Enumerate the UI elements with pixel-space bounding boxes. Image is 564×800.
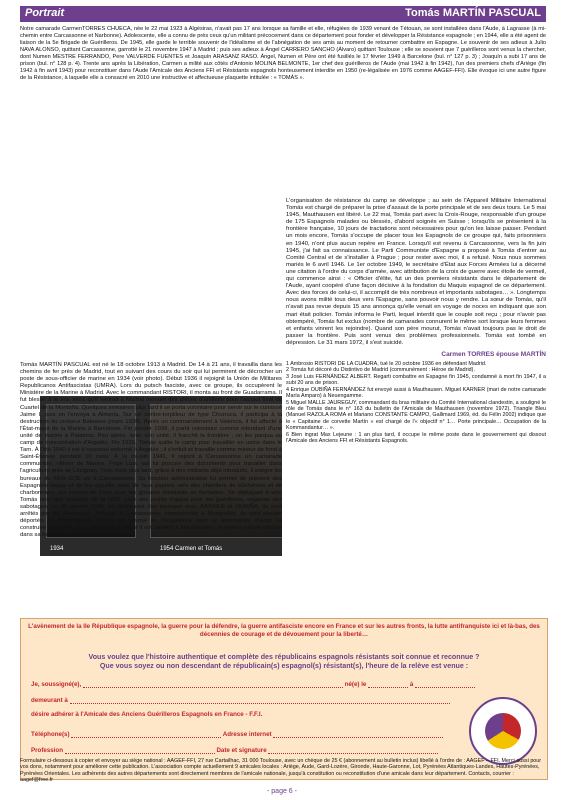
page-title: Tomás MARTÍN PASCUAL [405,7,541,19]
footnote: 2 Tomás fut décoré du Distintivo de Madrid (communément : Héroe de Madrid). [286,367,475,374]
footnote: 5 Miguel MALLE JAUREGUY, commandant du bras militaire du Comité International clandestin, a souligné le rôle de Tomás dans le n° 163 du bulletin de l'Amicale de Mauthausen (novembre 1972). Triangle Bleu (Manuel RAZOLA ROMA et Mariano CONSTANTE CAMPO, Gallimard 1969, éd. du Félin 2002) indique que le « Capitaine de corvette Martín » est chargé de l'« objectif n° 1… Porte principale… Occupation de la Kommandantur… ». [286,399,546,432]
photo-caption-left: 1934 [50,545,64,552]
section-label: Portrait [25,7,65,19]
photo-caption-right: 1954 Carmen et Tomás [160,545,223,552]
page-header [20,6,546,22]
aagef-logo [469,697,537,765]
footnotes [286,361,546,444]
intro-paragraph: Notre camarade CarmenTORRES CHUECA, née le 22 mai 1923 à Algésiras, n'avait pas 17 ans lorsque sa famille et elle, réfugiées de 1939 venant de Tétouan, se sont installées dans l'Aude, à Lagrasse (à mi-chemin entre Carcassonne et Narbonne). Adolescente, elle a connu de près ceux qu'un militant précocement dans ce département pour fonder et développer la Résistance espagnole ; en 1944, elle a été agent de liaison de la 5e Brigade de Guérilleros. De 1945, elle garde le terrible souvenir de l'idéalisme et de l'abnégation de ses amis au moment de retourner combattre en Espagne. Le souvenir de ses adieux à Julio NAVA ALONSO, quittant Carcassonne, garrotté le 21 novembre 1947 à Madrid ; puis ses adieux à Ángel CARRERO SANCHO (Álvaro) quittant Toulouse ; elle se souvient que 7 guérilleros sont venus la chercher, dont Numen MESTRE FERRANDO, Pere VALVERDE FUENTES et Joaquín ARASANZ RASO. Ángel, Numen et Père ont été fusillés le 17 février 1949 à Barcelone (bul. n° 127 p. 3) ; Joaquín a subi 17 ans de prison (bul. n° 128 p. 4). Trente ans après la Libération, Carmen a milité aux côtés d'Antonio MOLINA BELMONTE, 1er chef des guérilleros de l'Aude (mai 1942 à fin 1942), l'un des premiers chefs d'Ariège (fin 1942 à fin avril 1943) pour reconstituer dans l'Aude l'Amicale des Anciens FFI et Résistants espagnols honteusement interdite en 1950 (re-légalisée en 1976 comme AAGEF-FFI). Elle évoque ici une autre figure de la Résistance, à laquelle elle a consacré en 2010 une instructive et affectueuse plaquette intitulée : « TOMÁS ». [20,26,546,81]
signature-field[interactable] [268,745,438,754]
form-question-2: Que vous soyez ou non descendant de républicain(s) espagnol(s) résistant(s), l'heure de la relève est venue : [99,662,469,670]
right-column [286,198,546,618]
birthplace-field[interactable] [415,679,475,688]
phone-field[interactable] [71,729,221,738]
form-question-1: Vous voulez que l'histoire authentique et complète des républicains espagnols résistants soit connue et reconnue ? [88,653,480,661]
row-address: demeurant à [31,695,450,707]
footnote: 4 Enrique OUBIÑA FERNÁNDEZ fut envoyé aussi à Mauthausen. Miguel KARNER (mari de notre camarade María Amparo) à Neuengamme. [286,386,546,400]
email-field[interactable] [273,729,443,738]
birthdate-field[interactable] [368,679,408,688]
footnote: 3 José Luis FERNÁNDEZ ALBERT. Regarti combattre en Espagne fin 1945, condamné à mort fin 1947, il a subi 20 ans de prison. [286,373,546,387]
form-slogan: L'avènement de la IIe République espagnole, la guerre pour la défendre, la guerre antifasciste encore en France et sur les autres fronts, la lutte antifranquiste ici et là-bas, des décennies de courage et de dévouement pour la liberté… [28,623,540,638]
form-questions [27,653,541,671]
footer-text: Formulaire ci-dessous à copier et envoyer au siège national : AAGEF-FFI, 27 rue Cartailhac, 31 000 Toulouse, avec un chèque de 25 € (abonnement au bulletin inclus) libellé à l'ordre de : AAGEF – FFI. Merci aussi pour vos dons, notamment pour améliorer cette publication. L'association compte actuellement 9 amicales locales : Ariège, Aude, Gard-Lozère, Gironde, Haute-Garonne, Lot, Pyrénées Atlantiques-Landes, Hautes-Pyrénées, Pyrénées Orientales. Les adhérents des autres départements sont directement membres de l'amicale nationale, jusqu'à constitution ou reconstitution d'une amicale dans leur département. Contacts, courrier : aagef@free.fr [20,758,542,784]
footnote: 1 Ambrosio RISTORI DE LA CUADRA, tué le 20 octobre 1936 en défendant Madrid. [286,361,487,368]
page-number: - page 6 - [267,788,297,795]
address-field[interactable] [70,695,450,704]
left-column-text: Tomás MARTÍN PASCUAL est né le 18 octobre 1913 à Madrid. De 14 à 21 ans, il travailla dans les chemins de fer près de Madrid, tout en suivant des cours du soir qui lui permirent de décrocher un poste de sous-officier de marine en 1934 (voir photo). Début 1936 il rejoignit la Unión de Militares Republicanos Antifascistas (UMRA). Lors du putsch fasciste, avec ce groupe, ils occupèrent le Ministère de la Marine à Madrid. Avec le commandant RISTORI, il monta au front de Guadarrama. Il fut blessé à la tête alors qu'il rentrait à Madrid menant des pièces d'artillerie pour l'assaut final du Cuartel de la Montaña. Quelques semaines plus tard il se porta volontaire pour servir sur le cuirassé Jaime I, puis on l'envoya à Almería. Sur un contre-torpilleur de type Churruca, il participa à la destruction du croiseur Baleares (mars 1938). Après un commandement à Valencia, il fut affecté à l'État-major de la Marine à Barcelone. Fin janvier 1939, il partit volontaire comme intendant d'une unité de marine à Palamos. Peu après, avec son unité, il franchit la frontière ; on les parqua au camp de concentration d'Argelès. Fin 1939, Tomás quitte le camp pour travailler en usine dans le Tarn. À l'été 1940 il est à nouveau enfermé à Argelès ; il s'enfuit et travaille comme mineur de fond à Saint-Étienne pendant 10 mois. À la mi-juin 1941, il rejoint à Carcassonne un camarade communiste, officier de Marine, Pepe Luis, qui lui procure des documents pour travailler dans l'agriculture près de Lézignan. Trois mois plus tard, grâce à des militants déjà introduits, il intègre les bureaux du 442e GTE sis à Carcassonne. Sa fonction administrative lui permet de prévenir des Espagnols requis et de les aiguiller avec de faux papiers vers des chantiers de bûcherons et de charbonniers, qui servent de base pour les groupes résistants en formation. Se déplaçant à vélo Tomás tient des réunions de la UNE, crée des points d'appui pour les guérilleros, organise des sabotages. Le 20 janvier 1944, en distribuant des journaux avec KARNER et OUBIÑA, ils sont arrêtés par les Allemands. Torturés à Carcassonne, emprisonnés à Montpellier, ils sont ensuite déportés. De Mauthausen, Tomás est envoyé en Yougoslavie avec un kommando chargé de construire un tunnel ; à la suite d'un accident il est ramené à Mauthausen ; le typhus s'étant déclaré dans sa baraque, il est le seul rescapé. [20,362,282,539]
membership-form [20,618,548,780]
row-desire: désire adhérer à l'Amicale des Anciens Guérilleros Espagnols en France - F.F.I. [31,711,263,718]
footnote: 6 Bien ingrat Max Lejeune : 1 an plus tard, il occupe le même poste dans le gouvernement qui dissout l'Amicale des Anciens FFI et Résistants Espagnols. [286,431,546,444]
row-name: Je, soussigné(e), né(e) le à [31,679,475,691]
row-phone-email: Téléphone(s) Adresse internet [31,729,443,741]
left-column [20,198,282,618]
row-profession-date: Profession Date et signature [31,745,438,757]
signature: Carmen TORRES épouse MARTÍN [441,350,546,358]
profession-field[interactable] [65,745,215,754]
right-column-text: L'organisation de résistance du camp se développe ; au sein de l'Appareil Militaire International Tomás est chargé de préparer la prise d'assaut de la porte principale et de ses deux tours. Le 5 mai 1945, Mauthausen est libéré. Le 22 mai, Tomás part avec la Croix-Rouge, responsable d'un groupe de 175 Espagnols malades ou blessés, d'abord soignés en Suisse ; lorsqu'ils se présentent à la frontière française, 10 jours de tractations sont nécessaires pour qu'on les laisse passer. Pendant un mois encore, Tomás s'occupe de placer tous les Espagnols de ce groupe qui, faits prisonniers en 1940, n'ont plus aucun repère en France. Lorsqu'il est revenu à Carcassonne, vers la fin juin 1945, j'ai fait sa connaissance. Le Parti Communiste d'Espagne a proposé à Tomás d'entrer au Comité Central et de s'installer à Prague ; pour rester avec moi, il a refusé. Nous nous sommes mariés le 6 avril 1946. Le 1er octobre 1949, le secrétaire d'État aux Forces Armées lui a décerné une citation à l'ordre du corps d'armée, avec attribution de la croix de guerre avec étoile de vermeil, qui commence ainsi : « Officier d'élite, fut un des premiers résistants dans le département de l'Aude, ayant coopéré d'une façon décisive à la fondation du Maquis espagnol de ce département. Avec des forces de celui-ci, il accomplit de très nombreux et importants sabotages… ». Longtemps nous avons milité tous deux vers l'Espagne, sans pouvoir nous y rendre. La sœur de Tomás, qu'il n'avait pas revue depuis 15 ans annonça qu'elle venait en voyage de noces en indiquant que son mari était policier. Tomás informa le Parti, lequel interdit que le couple soit reçu ; pour n'avoir pas obtempéré, Tomás fut exclus (nombre de camarades connurent le même sort lorsque leurs femmes et enfants vinrent les rejoindre). Quand son père mourut, Tomás n'avait toujours pas le droit de passer la frontière. Puis sont venus des problèmes professionnels. Tomás est tombé en dépression. Le 31 mars 1972, il s'est suicidé. [286,198,546,346]
name-field[interactable] [83,679,343,688]
